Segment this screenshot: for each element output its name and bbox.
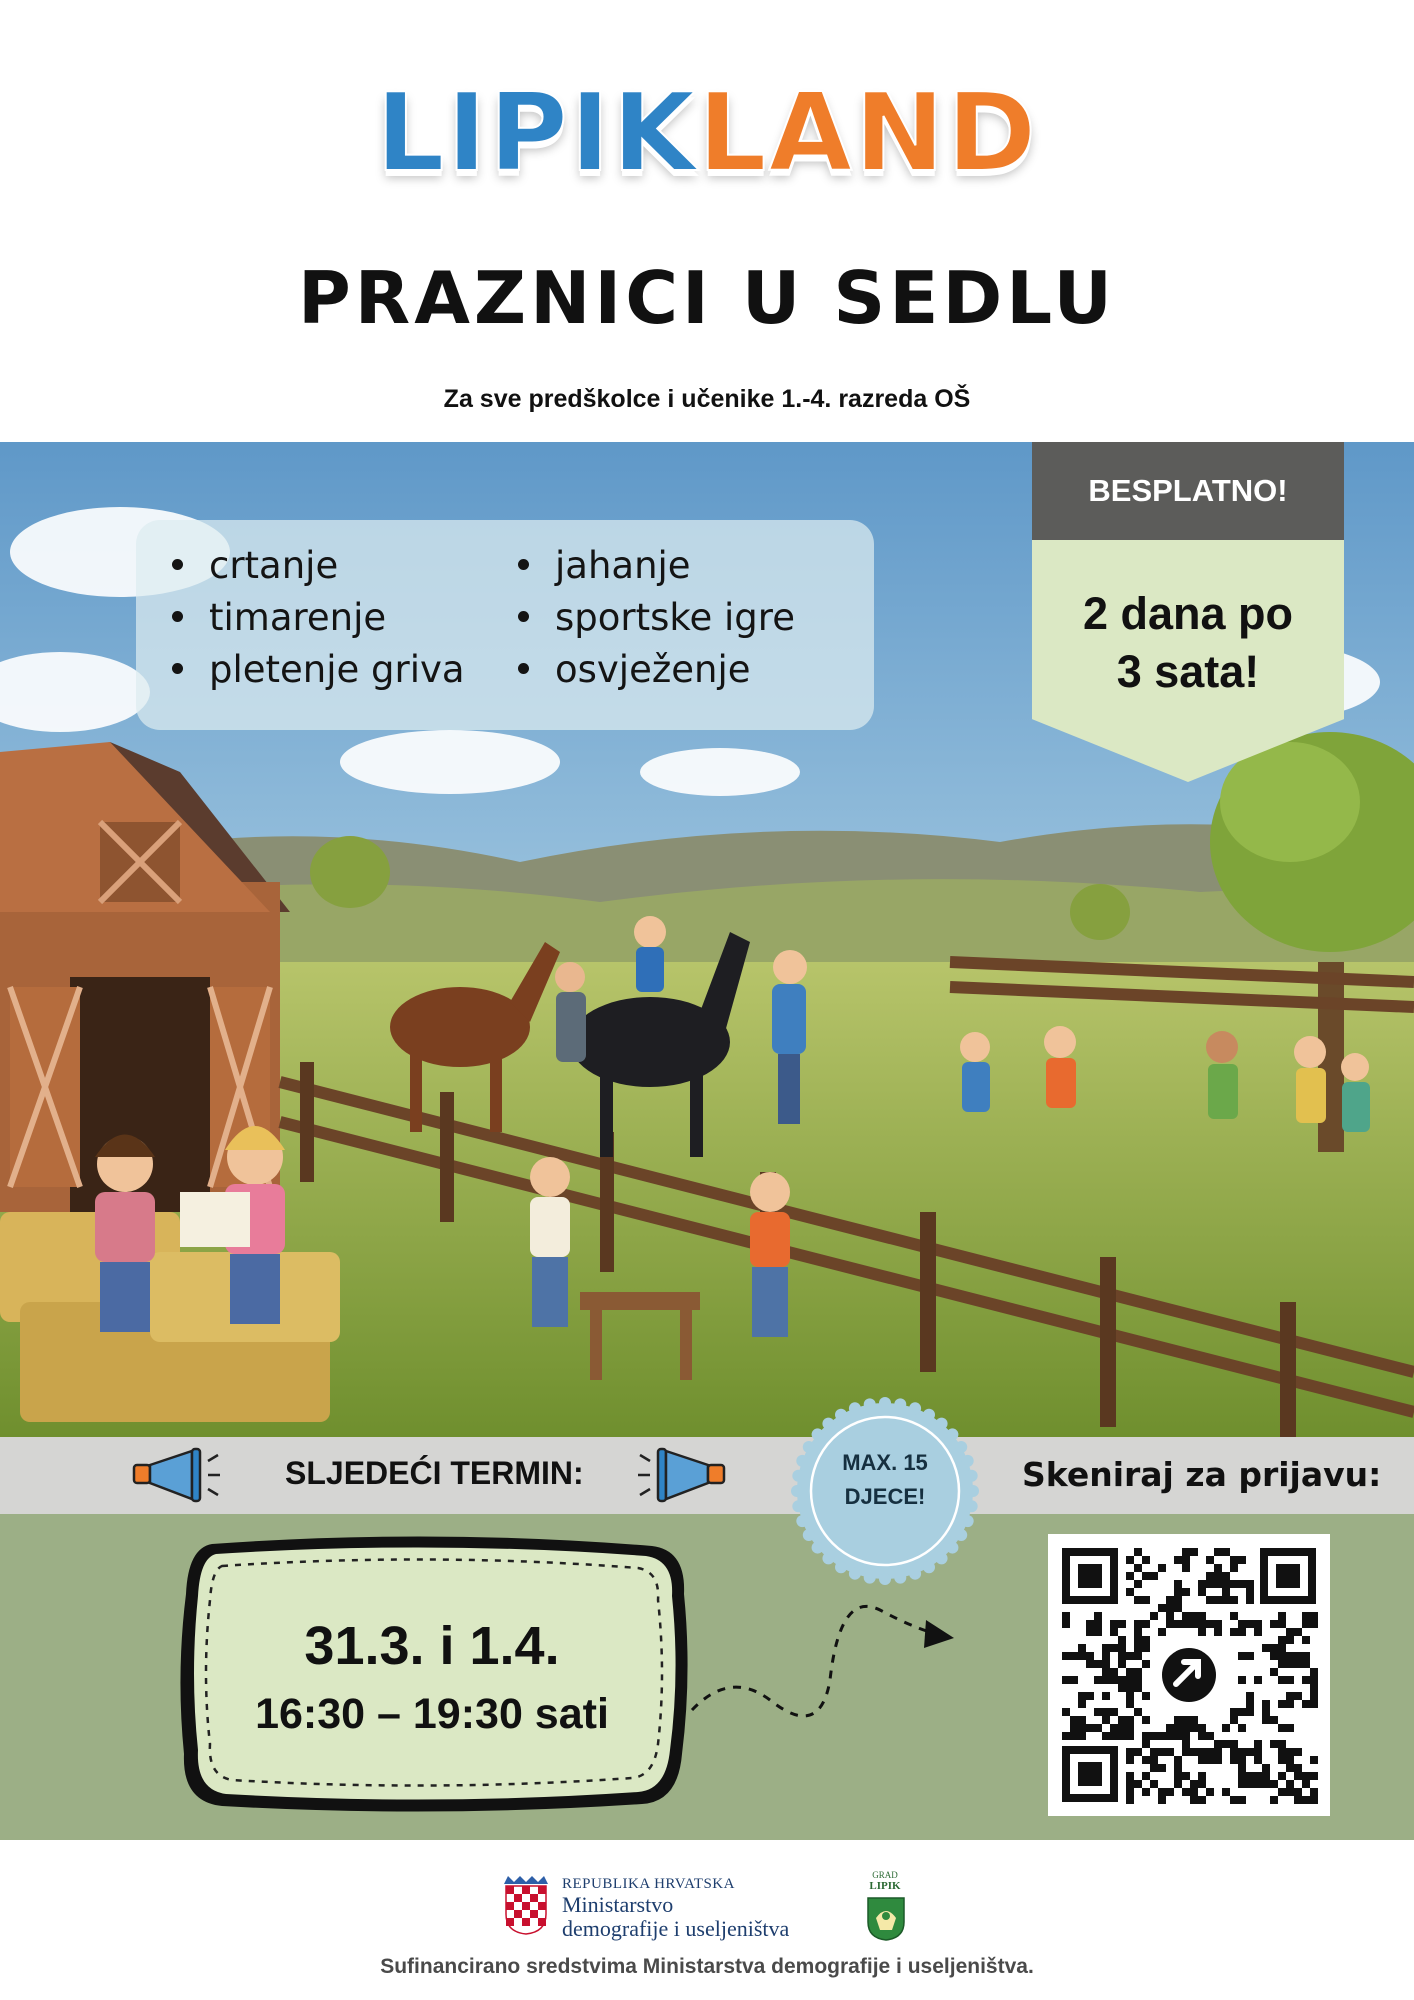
megaphone-left-icon (132, 1447, 222, 1503)
qr-code[interactable] (1048, 1534, 1330, 1816)
activity-item: osvježenje (518, 644, 751, 696)
ministry-country: REPUBLIKA HRVATSKA (562, 1876, 735, 1892)
activity-item: crtanje (172, 540, 338, 592)
funding-note: Sufinancirano sredstvima Ministarstva demografije i useljeništva. (380, 1955, 1034, 1978)
arrow-dashed-icon (690, 1560, 960, 1760)
megaphone-right-icon (636, 1447, 726, 1503)
activity-item: jahanje (518, 540, 691, 592)
capacity-text (790, 1446, 980, 1514)
lipik-label (858, 1870, 912, 1892)
event-dates: 31.3. i 1.4. (304, 1616, 560, 1676)
activity-item: sportske igre (518, 592, 795, 644)
duration-line-1: 2 dana po (1082, 588, 1294, 639)
logo-part-lipik: LIPIK (375, 71, 698, 196)
city-label-line-2: LIPIK (869, 1880, 901, 1892)
lipikland-logo (0, 71, 1414, 196)
activity-item: pletenje griva (172, 644, 465, 696)
scan-label: Skeniraj za prijavu: (1022, 1455, 1382, 1494)
ministry-name-line-2: demografije i useljeništva (562, 1916, 790, 1941)
croatia-coat-of-arms-icon (502, 1874, 550, 1936)
activities-box (136, 520, 874, 730)
next-date-label: SLJEDEĆI TERMIN: (285, 1455, 584, 1491)
duration-text (1032, 585, 1344, 701)
capacity-line-1: MAX. 15 (842, 1450, 928, 1475)
ministry-name-line-1: Ministarstvo (562, 1892, 674, 1917)
page-subtitle: Za sve predškolce i učenike 1.-4. razreda OŠ (443, 385, 971, 413)
lipik-coat-of-arms-icon (866, 1896, 906, 1942)
duration-line-2: 3 sata! (1116, 646, 1260, 697)
ministry-logo-text (562, 1875, 789, 1941)
logo-part-land: LAND (697, 71, 1039, 196)
event-time: 16:30 – 19:30 sati (255, 1690, 609, 1738)
capacity-line-2: DJECE! (844, 1484, 926, 1509)
page-title: PRAZNICI U SEDLU (298, 256, 1116, 340)
free-label: BESPLATNO! (1032, 442, 1344, 540)
activity-item: timarenje (172, 592, 386, 644)
city-label-line-1: GRAD (872, 1870, 898, 1880)
